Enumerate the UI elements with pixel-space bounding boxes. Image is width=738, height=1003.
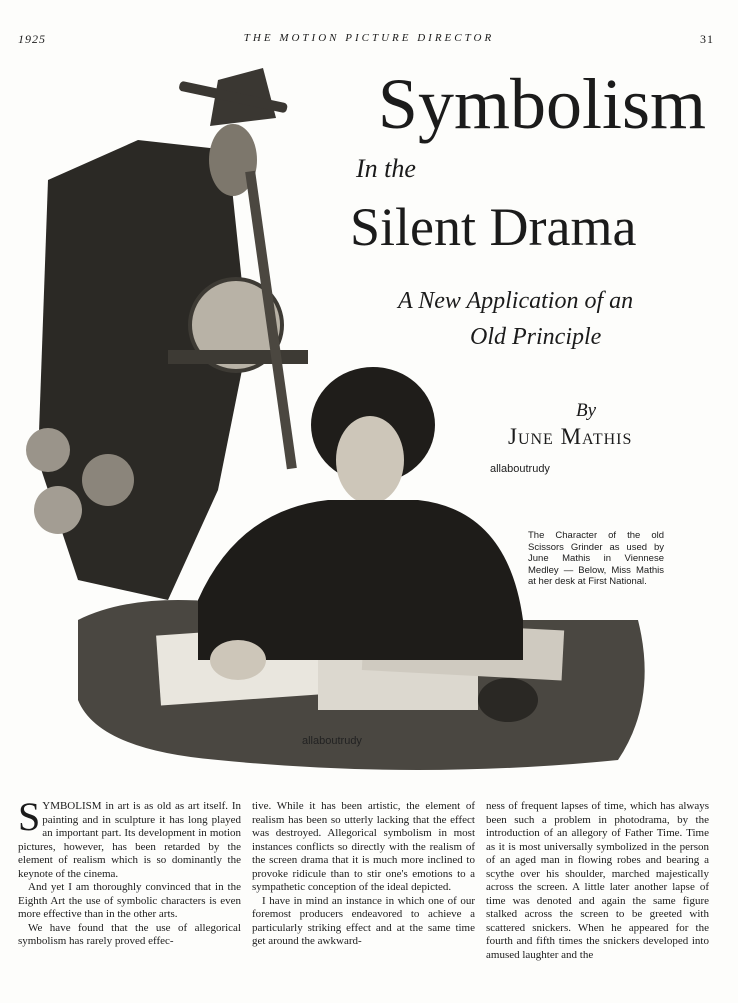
photo-caption: The Character of the old Scissors Grinder as used by June Mathis in Viennese Medley — Below, Miss Mathis at her desk at First National. [528, 530, 664, 587]
paragraph-text: YMBOLISM in art is as old as art itself. In painting and in sculpture it has long played an important part. Its development in motion pictures, however, has been retarded by the element of realism which is so dominantly the keynote of the cinema. [18, 800, 241, 880]
article-column-2 [252, 800, 475, 949]
title-line-2: In the [356, 154, 416, 183]
article-column-3 [486, 800, 709, 962]
paragraph: ness of frequent lapses of time, which has always been such a problem in photodrama, by the introduction of an allegory of Father Time. Time as it is most universally symbolized in the person of an aged man in flowing robes and bearing a scythe over his shoulder, marched majestically across the screen. A little later another lapse of time was denoted and again the same figure stalked across the screen to be greeted with scattered snickers. When he appeared for the fourth and fifth times the snickers developed into amused laughter and the [486, 800, 709, 961]
subtitle-line-2: Old Principle [470, 324, 602, 350]
page-number: 31 [700, 32, 714, 46]
title-line-3: Silent Drama [350, 197, 637, 257]
article-photo [18, 60, 658, 780]
byline-author: June Mathis [508, 424, 633, 449]
paragraph: I have in mind an instance in which one of our foremost producers endeavored to achieve a particularly striking effect and at the same time get around the awkward- [252, 894, 475, 947]
paragraph: We have found that the use of allegorical symbolism has rarely proved effec- [18, 921, 241, 947]
paragraph: And yet I am thoroughly convinced that in the Eighth Art the use of symbolic characters is even more effective than in the other arts. [18, 881, 241, 920]
paragraph: tive. While it has been artistic, the element of realism has been so utterly lacking that the effect was destroyed. Allegorical symbolism in most instances conflicts so directly with the realism of the screen drama that it is much more inclined to provoke ridicule than to stir one's emotions to a sympathetic conception of the ideal depicted. [252, 800, 475, 893]
byline-by: By [576, 400, 597, 421]
subtitle-line-1: A New Application of an [398, 288, 634, 314]
watermark: allaboutrudy [302, 735, 362, 747]
title-line-1: Symbolism [377, 64, 706, 144]
drop-cap: S [18, 794, 41, 839]
article-column-1 [18, 794, 241, 949]
watermark: allaboutrudy [490, 463, 550, 475]
journal-name: THE MOTION PICTURE DIRECTOR [243, 32, 495, 44]
paragraph [18, 794, 241, 881]
header-year: 1925 [18, 32, 46, 46]
